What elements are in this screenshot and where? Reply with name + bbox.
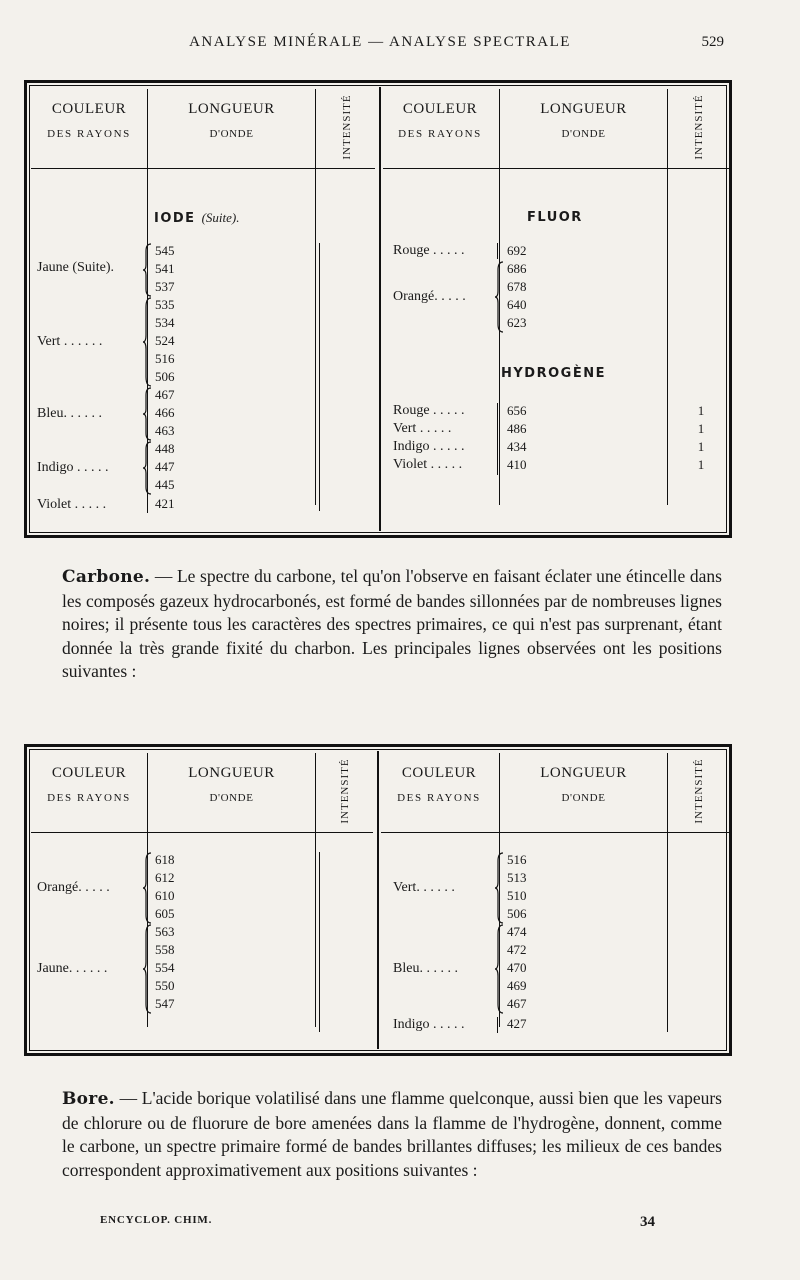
wavelength-value: 427 [507,1016,527,1031]
wavelength-value: 506 [507,906,527,921]
wavelength-value: 510 [507,888,527,903]
header-rule [383,168,729,169]
color-label-rouge: Rouge . . . . . [393,243,465,258]
wavelength-value: 516 [507,852,527,867]
intensity-bar [319,852,320,1032]
wavelength-value: 537 [155,279,175,294]
intensity-bar [319,243,320,511]
wavelength-value: 686 [507,261,527,276]
center-divider [379,87,381,531]
section-title-fluor: FLUOR [527,210,583,225]
wavelength-column-header: LONGUEUR D'ONDE [188,101,275,140]
running-head [0,34,800,56]
wavelength-value: 640 [507,297,527,312]
brace-icon [143,441,151,495]
bar-mark [147,497,148,513]
wavelength-value: 554 [155,960,175,975]
brace-icon [495,852,503,924]
color-label: Rouge . . . . . [393,403,465,418]
wavelength-value: 447 [155,459,175,474]
bar-mark [497,243,498,259]
paragraph-carbone [62,565,722,684]
spectral-table-iode-fluor-hydrogene [24,80,732,538]
paragraph-bore [62,1087,722,1182]
color-label-jaune: Jaune (Suite). [37,260,114,275]
running-title: ANALYSE MINÉRALE — ANALYSE SPECTRALE [189,34,571,50]
color-label-bleu: Bleu. . . . . . [393,961,458,976]
wavelength-value: 470 [507,960,527,975]
column-divider [315,753,316,1027]
wavelength-value: 550 [155,978,175,993]
paragraph-lead: Bore. [62,1089,115,1109]
wavelength-value: 535 [155,297,175,312]
header-rule [31,832,373,833]
wavelength-value: 513 [507,870,527,885]
intensity-value: 1 [697,439,705,454]
wavelength-value: 421 [155,496,175,511]
wavelength-column-header: LONGUEUR D'ONDE [540,765,627,804]
brace-icon [495,261,503,333]
wavelength-value: 678 [507,279,527,294]
wavelength-column-header: LONGUEUR D'ONDE [188,765,275,804]
color-column-header: COULEUR DES RAYONS [398,101,482,140]
wavelength-value: 410 [507,457,527,472]
intensity-value: 1 [697,403,705,418]
wavelength-value: 545 [155,243,175,258]
wavelength-column-header: LONGUEUR D'ONDE [540,101,627,140]
wavelength-value: 472 [507,942,527,957]
color-column-header: COULEUR DES RAYONS [397,765,481,804]
paragraph-text: — L'acide borique volatilisé dans une flamme quelconque, aussi bien que les vapeurs de chlorure ou de fluorure de bore amenées dans la flamme de l'hydrogène, donnent, comme le carbone, un spectre primaire formé de bandes brillantes diffuses; les milieux de ces bandes correspondent approximativement aux positions suivantes : [62,1088,722,1180]
wavelength-value: 605 [155,906,175,921]
wavelength-value: 618 [155,852,175,867]
color-column-header: COULEUR DES RAYONS [47,765,131,804]
color-label-orange: Orangé. . . . . [37,880,110,895]
color-label-jaune: Jaune. . . . . . [37,961,108,976]
color-label-bleu: Bleu. . . . . . [37,406,102,421]
wavelength-value: 434 [507,439,527,454]
wavelength-value: 469 [507,978,527,993]
paragraph-text: — Le spectre du carbone, tel qu'on l'observe en faisant éclater une étincelle dans les composés gazeux hydrocarbonés, est formé de bandes sillonnées par de nombreuses lignes noires; il présente tous les caractères des spectres primaires, ce qui n'est pas surprenant, étant donnée la très grande fixité du charbon. Les principales lignes observées ont les positions suivantes : [62,566,722,682]
wavelength-value: 563 [155,924,175,939]
color-label: Violet . . . . . [393,457,463,472]
wavelength-value: 463 [155,423,175,438]
color-label-vert: Vert. . . . . . [393,880,455,895]
color-label-indigo: Indigo . . . . . [37,460,109,475]
color-label-orange: Orangé. . . . . [393,289,466,304]
wavelength-value: 486 [507,421,527,436]
color-label-indigo: Indigo . . . . . [393,1017,465,1032]
header-rule [31,168,375,169]
intensity-column-header: INTENSITÉ [693,94,705,160]
bar-mark [497,403,498,475]
bar-mark [497,1017,498,1033]
footer-signature: ENCYCLOP. CHIM. [100,1214,213,1226]
intensity-bar [667,852,668,1032]
color-label-vert: Vert . . . . . . [37,334,103,349]
color-label: Indigo . . . . . [393,439,465,454]
intensity-column-header: INTENSITÉ [341,94,353,160]
color-label-violet: Violet . . . . . [37,497,107,512]
intensity-bar [667,403,668,475]
intensity-value: 1 [697,457,705,472]
wavelength-value: 524 [155,333,175,348]
brace-icon [143,297,151,387]
wavelength-value: 558 [155,942,175,957]
paragraph-lead: Carbone. [62,567,151,587]
header-rule [381,832,729,833]
wavelength-value: 692 [507,243,527,258]
wavelength-value: 445 [155,477,175,492]
section-title-hydrogene: HYDROGÈNE [501,366,606,381]
intensity-column-header: INTENSITÉ [693,758,705,824]
wavelength-value: 547 [155,996,175,1011]
intensity-column-header: INTENSITÉ [339,758,351,824]
brace-icon [143,243,151,297]
brace-icon [495,924,503,1014]
intensity-value: 1 [697,421,705,436]
column-divider [315,89,316,505]
wavelength-value: 541 [155,261,175,276]
brace-icon [143,852,151,924]
intensity-bar [667,243,668,335]
wavelength-value: 448 [155,441,175,456]
brace-icon [143,924,151,1014]
wavelength-value: 612 [155,870,175,885]
wavelength-value: 610 [155,888,175,903]
wavelength-value: 534 [155,315,175,330]
page-number: 529 [701,34,724,50]
sheet-number: 34 [640,1214,655,1230]
wavelength-value: 474 [507,924,527,939]
wavelength-value: 466 [155,405,175,420]
color-label: Vert . . . . . [393,421,452,436]
page-footer [0,1214,800,1234]
brace-icon [143,387,151,441]
section-title-iode: IODE (Suite). [154,210,240,226]
wavelength-value: 506 [155,369,175,384]
wavelength-value: 623 [507,315,527,330]
wavelength-value: 467 [155,387,175,402]
color-column-header: COULEUR DES RAYONS [47,101,131,140]
wavelength-value: 656 [507,403,527,418]
spectral-table-carbone [24,744,732,1056]
wavelength-value: 467 [507,996,527,1011]
wavelength-value: 516 [155,351,175,366]
